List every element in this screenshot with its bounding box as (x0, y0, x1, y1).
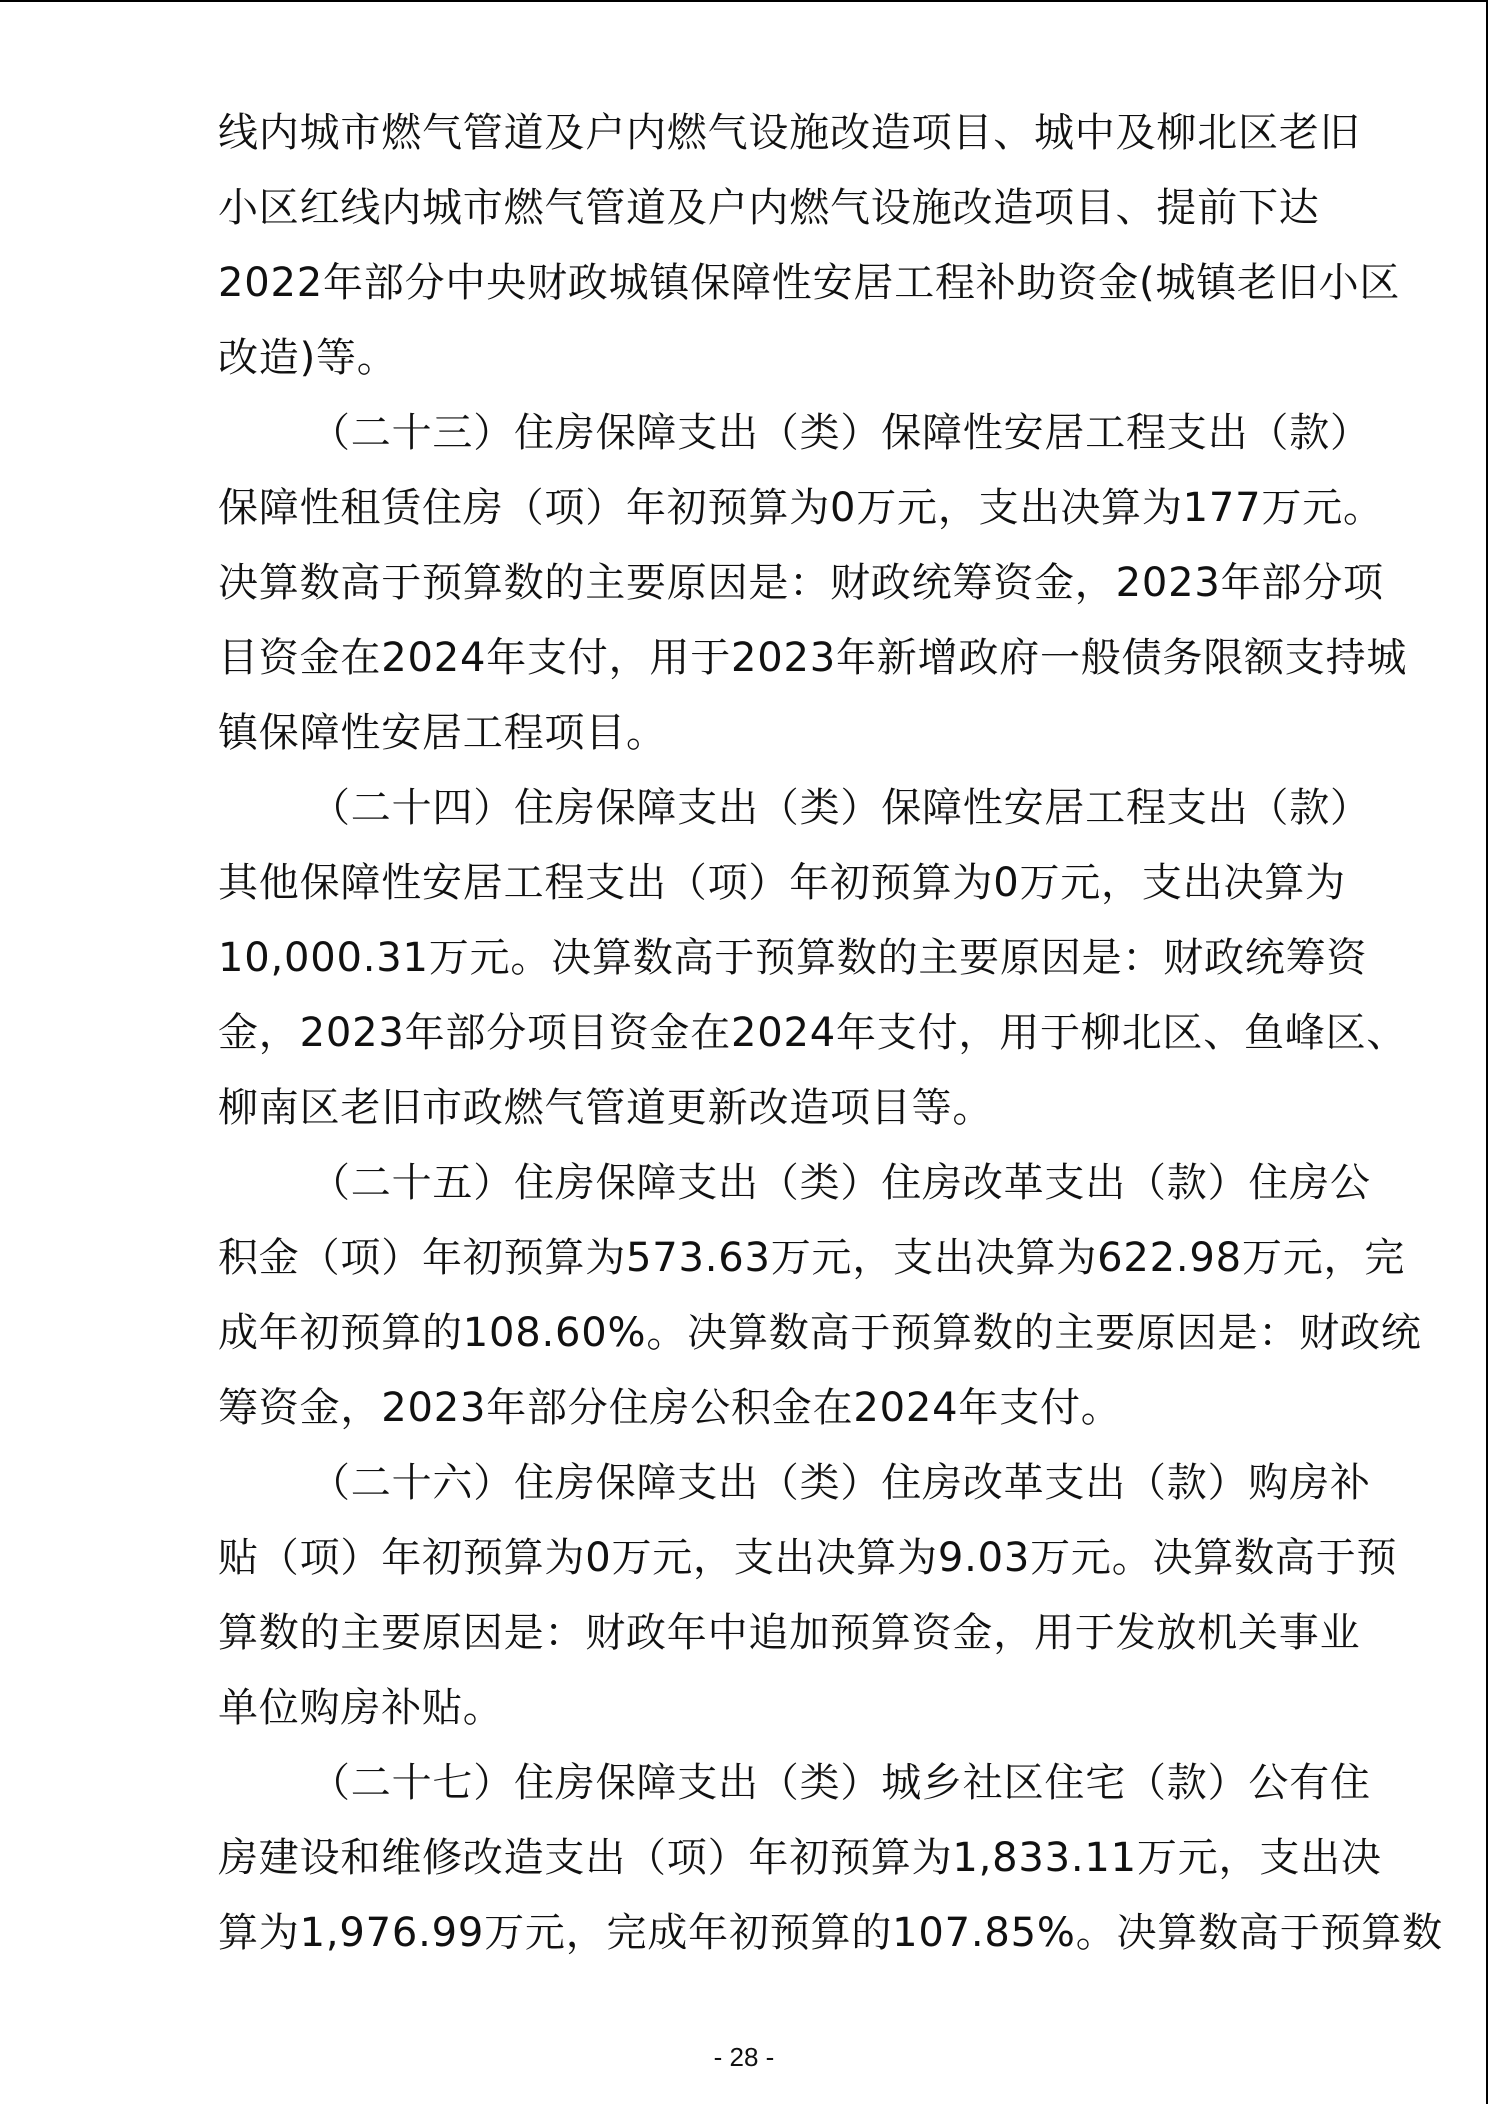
text-line: 贴（项）年初预算为0万元，支出决算为9.03万元。决算数高于预 (218, 1535, 1398, 1581)
text-line: 成年初预算的108.60%。决算数高于预算数的主要原因是：财政统 (218, 1310, 1422, 1356)
text-line: 单位购房补贴。 (218, 1685, 504, 1731)
text-line: 柳南区老旧市政燃气管道更新改造项目等。 (218, 1085, 994, 1131)
text-line: 保障性租赁住房（项）年初预算为0万元，支出决算为177万元。 (218, 485, 1384, 531)
text-line: 房建设和维修改造支出（项）年初预算为1,833.11万元，支出决 (218, 1835, 1382, 1881)
page-number: - 28 - (713, 2042, 775, 2072)
paragraph-start-line: （二十四）住房保障支出（类）保障性安居工程支出（款） (310, 785, 1371, 831)
document-body (218, 96, 1443, 1971)
text-line: 筹资金，2023年部分住房公积金在2024年支付。 (218, 1385, 1122, 1431)
text-line: 决算数高于预算数的主要原因是：财政统筹资金，2023年部分项 (218, 560, 1384, 606)
text-line: 2022年部分中央财政城镇保障性安居工程补助资金(城镇老旧小区 (218, 260, 1401, 306)
paragraph-start-line: （二十五）住房保障支出（类）住房改革支出（款）住房公 (310, 1160, 1371, 1206)
text-line: 积金（项）年初预算为573.63万元，支出决算为622.98万元，完 (218, 1235, 1406, 1281)
paragraph-start-line: （二十六）住房保障支出（类）住房改革支出（款）购房补 (310, 1460, 1371, 1506)
text-line: 金，2023年部分项目资金在2024年支付，用于柳北区、鱼峰区、 (218, 1010, 1408, 1056)
page-border-top (0, 0, 1488, 2)
text-line: 算为1,976.99万元，完成年初预算的107.85%。决算数高于预算数 (218, 1910, 1443, 1956)
paragraph-start-line: （二十三）住房保障支出（类）保障性安居工程支出（款） (310, 410, 1371, 456)
text-line: 小区红线内城市燃气管道及户内燃气设施改造项目、提前下达 (218, 185, 1320, 231)
text-line: 线内城市燃气管道及户内燃气设施改造项目、城中及柳北区老旧 (218, 110, 1361, 156)
text-line: 10,000.31万元。决算数高于预算数的主要原因是：财政统筹资 (218, 935, 1368, 981)
paragraph-start-line: （二十七）住房保障支出（类）城乡社区住宅（款）公有住 (310, 1760, 1371, 1806)
text-line: 其他保障性安居工程支出（项）年初预算为0万元，支出决算为 (218, 860, 1346, 906)
text-line: 镇保障性安居工程项目。 (218, 710, 667, 756)
text-line: 算数的主要原因是：财政年中追加预算资金，用于发放机关事业 (218, 1610, 1361, 1656)
text-line: 改造)等。 (218, 335, 398, 381)
text-line: 目资金在2024年支付，用于2023年新增政府一般债务限额支持城 (218, 635, 1408, 681)
